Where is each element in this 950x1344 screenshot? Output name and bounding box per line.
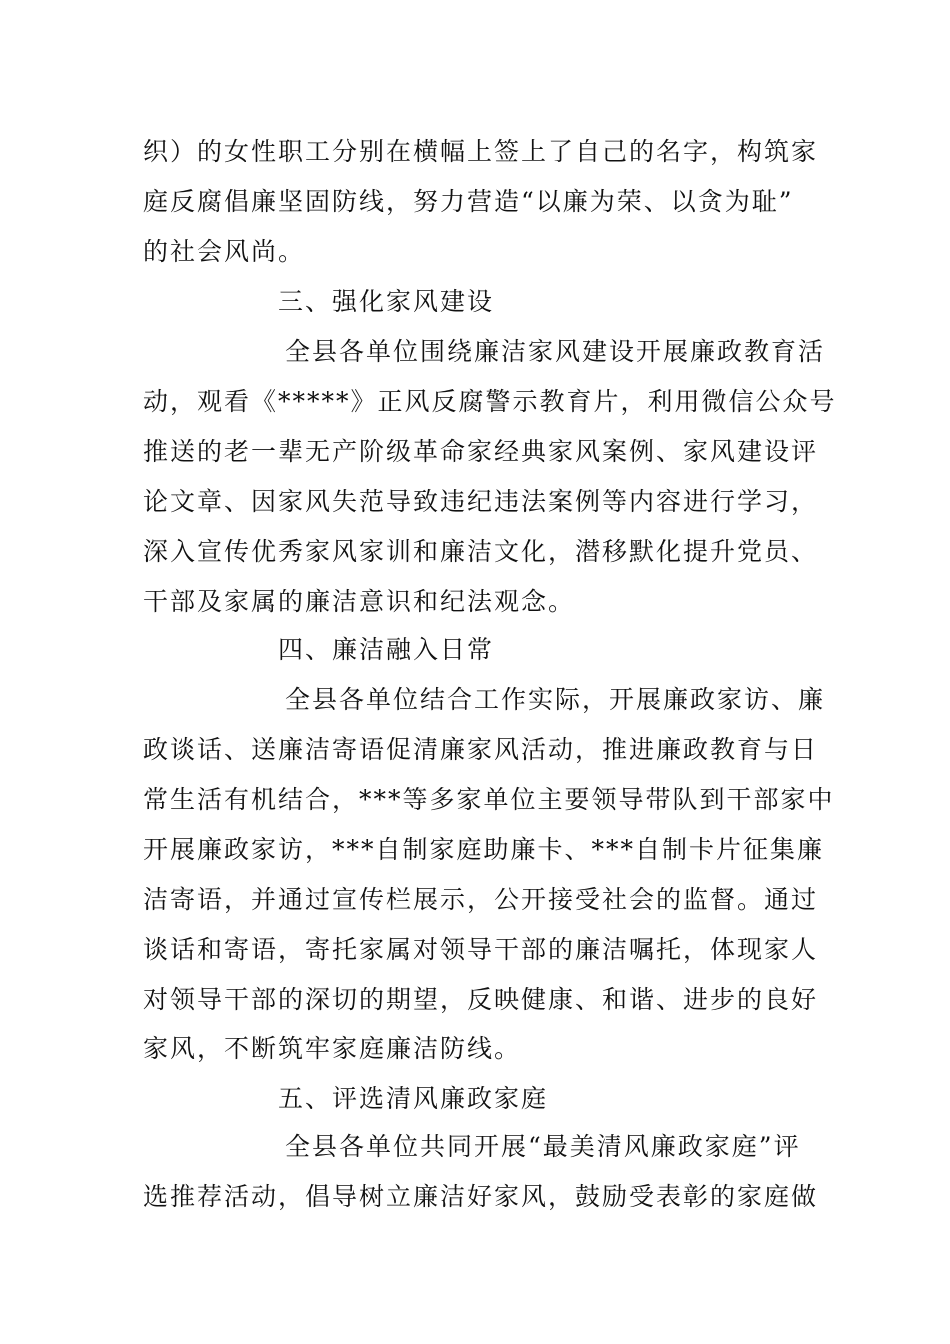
body-text-line: 开展廉政家访，***自制家庭助廉卡、***自制卡片征集廉: [143, 835, 825, 864]
body-text-line: 庭反腐倡廉坚固防线，努力营造“以廉为荣、以贪为耻”: [143, 187, 794, 216]
body-text-line: 动，观看《*****》正风反腐警示教育片，利用微信公众号: [143, 387, 837, 416]
body-text-line: 的社会风尚。: [143, 237, 306, 266]
body-text-line: 织）的女性职工分别在横幅上签上了自己的名字，构筑家: [143, 137, 819, 166]
body-text-line: 政谈话、送廉洁寄语促清廉家风活动，推进廉政教育与日: [143, 735, 819, 764]
body-text-line: 洁寄语，并通过宣传栏展示，公开接受社会的监督。通过: [143, 885, 819, 914]
body-text-line: 家风，不断筑牢家庭廉洁防线。: [143, 1034, 522, 1063]
section-heading-3: 三、强化家风建设: [278, 287, 495, 316]
body-text-line: 全县各单位围绕廉洁家风建设开展廉政教育活: [285, 337, 826, 366]
section-heading-4: 四、廉洁融入日常: [278, 635, 495, 664]
body-text-line: 对领导干部的深切的期望，反映健康、和谐、进步的良好: [143, 985, 819, 1014]
body-text-line: 推送的老一辈无产阶级革命家经典家风案例、家风建设评: [143, 437, 819, 466]
body-text-line: 干部及家属的廉洁意识和纪法观念。: [143, 587, 576, 616]
body-text-line: 全县各单位共同开展“最美清风廉政家庭”评: [285, 1132, 801, 1161]
body-text-line: 全县各单位结合工作实际，开展廉政家访、廉: [285, 685, 826, 714]
body-text-line: 选推荐活动，倡导树立廉洁好家风，鼓励受表彰的家庭做: [143, 1182, 819, 1211]
body-text-line: 深入宣传优秀家风家训和廉洁文化，潜移默化提升党员、: [143, 537, 819, 566]
section-heading-5: 五、评选清风廉政家庭: [278, 1084, 549, 1113]
body-text-line: 谈话和寄语，寄托家属对领导干部的廉洁嘱托，体现家人: [143, 935, 819, 964]
body-text-line: 常生活有机结合，***等多家单位主要领导带队到干部家中: [143, 785, 835, 814]
body-text-line: 论文章、因家风失范导致违纪违法案例等内容进行学习，: [143, 487, 819, 516]
